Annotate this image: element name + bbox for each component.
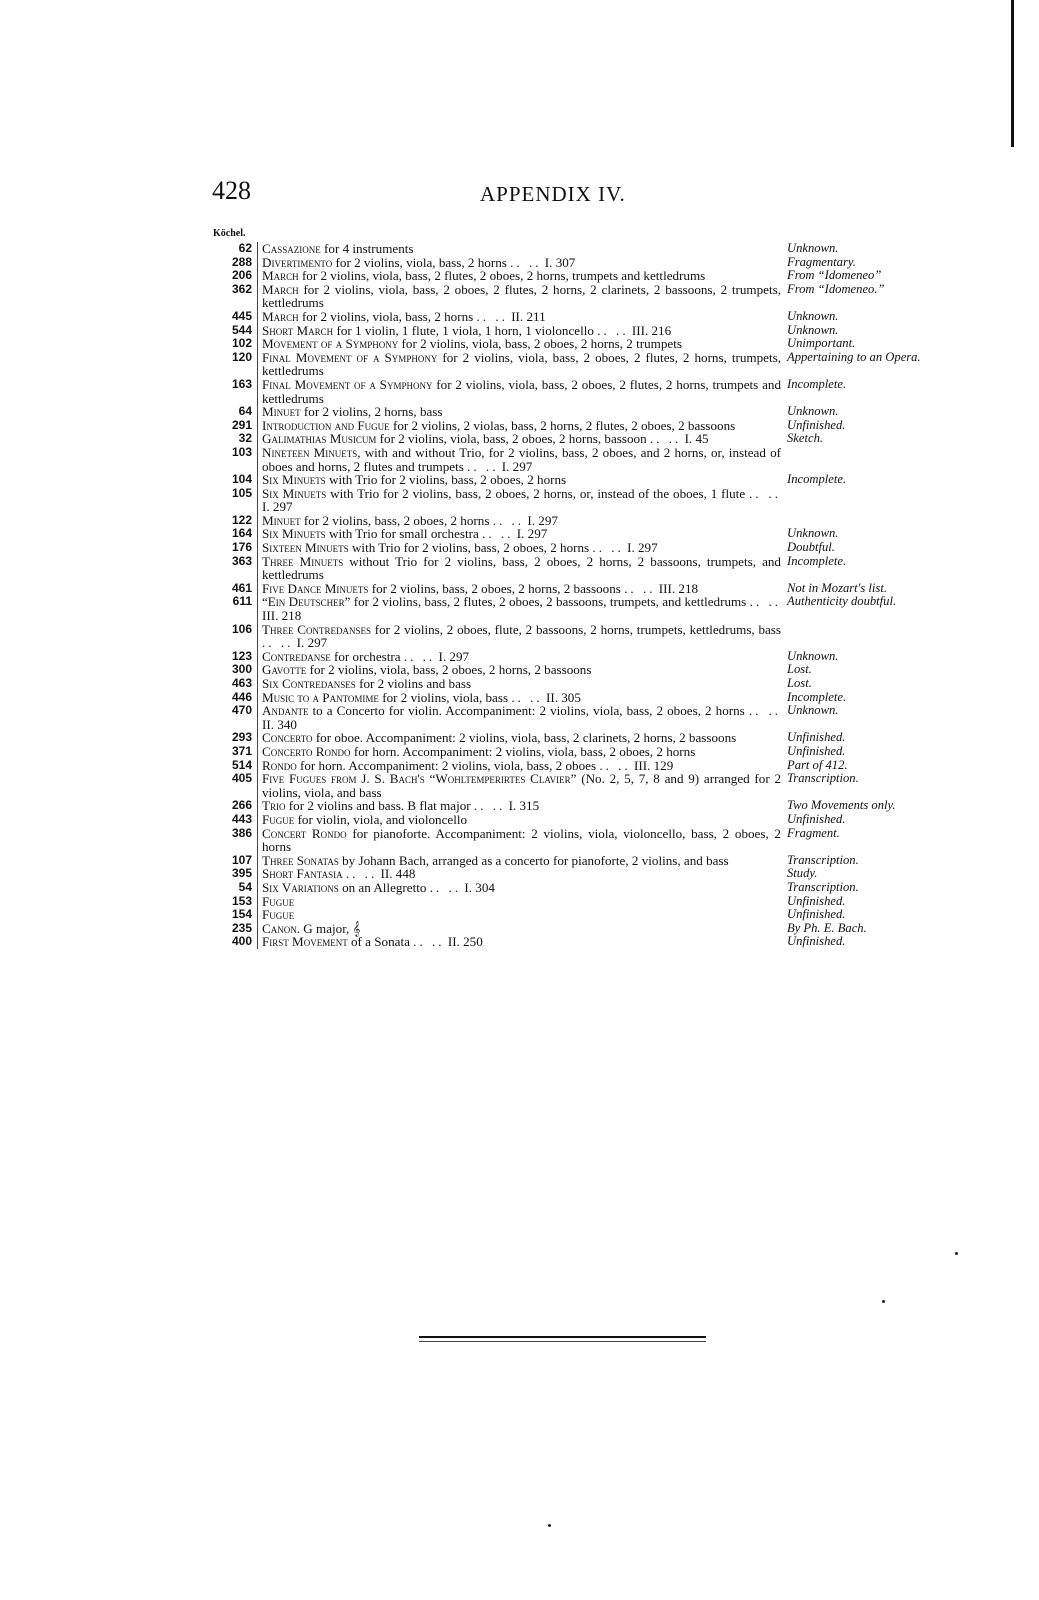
work-title: Three Contredanses <box>262 621 371 637</box>
work-status: Transcription. <box>787 852 859 867</box>
work-scoring: for 2 violins, viola, bass, 2 horns <box>301 308 474 324</box>
kochel-number: 120 <box>231 349 252 364</box>
entry-description <box>257 419 781 433</box>
work-status: Incomplete. <box>787 553 847 568</box>
volume-reference: I. 297 <box>501 458 533 474</box>
work-scoring: to a Concerto for violin. Accompaniment: 2 violins, viola, bass, 2 oboes, 2 horns <box>312 703 745 719</box>
work-title: Divertimento <box>262 254 333 270</box>
page-edge-rule <box>1011 0 1014 147</box>
entry-description <box>257 310 781 324</box>
work-title: Final Movement of a Symphony <box>262 376 433 392</box>
work-title: Minuet <box>262 404 301 420</box>
catalogue-entry <box>213 527 923 541</box>
leader-dots: .. .. <box>429 879 462 895</box>
entry-description <box>257 704 781 731</box>
page-number: 428 <box>212 176 251 205</box>
kochel-number: 122 <box>231 512 252 527</box>
work-status: From “Idomeneo.” <box>787 281 885 296</box>
catalogue-entry <box>213 555 923 582</box>
work-title: Five Dance Minuets <box>262 580 369 596</box>
catalogue-entry <box>213 432 923 446</box>
work-status: By Ph. E. Bach. <box>787 920 867 935</box>
work-title: Music to a Pantomime <box>262 689 379 705</box>
catalogue-entry <box>213 745 923 759</box>
volume-reference: I. 297 <box>438 648 470 664</box>
work-scoring: for horn. Accompaniment: 2 violins, viola, bass, 2 oboes, 2 horns <box>353 743 696 759</box>
entry-description <box>257 854 781 868</box>
work-scoring: with Trio for 2 violins, bass, 2 oboes, 2 horns <box>351 540 590 556</box>
kochel-number: 288 <box>231 254 252 269</box>
work-status: Not in Mozart's list. <box>787 580 887 595</box>
volume-reference: I. 307 <box>544 254 576 270</box>
kochel-number: 153 <box>231 893 252 908</box>
work-status: Doubtful. <box>787 540 835 555</box>
kochel-number: 445 <box>231 308 252 323</box>
entry-description <box>257 759 781 773</box>
work-status <box>781 623 921 650</box>
leader-dots: .. .. <box>624 580 656 596</box>
kochel-number: 293 <box>231 730 252 745</box>
volume-reference: I. 297 <box>296 635 328 651</box>
work-title: Concerto <box>262 730 313 746</box>
entry-description <box>257 813 781 827</box>
leader-dots: .. .. <box>467 458 499 474</box>
kochel-number: 363 <box>231 553 252 568</box>
catalogue-entry <box>213 935 923 949</box>
kochel-number: 106 <box>231 621 252 636</box>
catalogue-entry <box>213 908 923 922</box>
catalogue-entry <box>213 446 923 473</box>
catalogue-entry <box>213 419 923 433</box>
entry-description <box>257 283 781 310</box>
entry-description <box>257 405 781 419</box>
entry-description <box>257 922 781 936</box>
work-status <box>781 487 921 514</box>
work-scoring: for 2 violins, viola, bass, 2 oboes, 2 flutes, 2 horns, 2 clarinets, 2 bassoons, 2 trumpets, kettledrums <box>262 281 781 311</box>
catalogue-entry <box>213 813 923 827</box>
volume-reference: I. 297 <box>516 526 548 542</box>
catalogue-entry <box>213 623 923 650</box>
volume-reference: I. 297 <box>527 512 558 528</box>
work-title: Cassazione <box>262 241 321 256</box>
work-title: Short Fantasia <box>262 866 343 882</box>
work-status: Incomplete. <box>787 472 847 487</box>
kochel-number: 405 <box>231 771 252 786</box>
catalogue-entry <box>213 310 923 324</box>
volume-reference: III. 129 <box>633 757 674 773</box>
work-title: Five Fugues from J. S. Bach's “Wohltemperirtes Clavier” <box>262 771 577 787</box>
work-status: Appertaining to an Opera. <box>787 349 921 364</box>
volume-reference: II. 305 <box>545 689 581 705</box>
leader-dots: .. .. <box>403 648 436 664</box>
catalogue-entry <box>213 337 923 351</box>
entry-description <box>257 541 781 555</box>
entry-description <box>257 527 781 541</box>
catalogue-entry <box>213 895 923 909</box>
work-status: Authenticity doubtful. <box>787 594 897 609</box>
work-title: Three Sonatas <box>262 852 339 868</box>
work-title: Rondo <box>262 757 297 773</box>
entry-description <box>257 595 781 622</box>
kochel-number: 104 <box>231 472 252 487</box>
leader-dots: .. .. <box>597 322 629 338</box>
catalogue-entry <box>213 650 923 664</box>
catalogue-entry <box>213 582 923 596</box>
work-status: Fragment. <box>787 825 840 840</box>
page-header <box>212 176 792 210</box>
kochel-number: 64 <box>238 404 252 419</box>
work-status <box>781 514 921 528</box>
leader-dots: .. .. <box>492 512 525 528</box>
entry-description <box>257 799 781 813</box>
entry-description <box>257 487 781 514</box>
work-title: March <box>262 308 299 324</box>
work-scoring: for 2 violins, viola, bass, 2 flutes, 2 oboes, 2 horns, trumpets and kettledrums <box>301 268 706 284</box>
work-title: Six Minuets <box>262 472 326 488</box>
kochel-column-label: Köchel. <box>213 228 246 239</box>
work-status: From “Idomeneo” <box>787 268 882 283</box>
work-scoring: on an Allegretto <box>342 879 427 895</box>
kochel-number: 443 <box>231 811 252 826</box>
work-status: Unfinished. <box>787 811 846 826</box>
catalogue-entry <box>213 514 923 528</box>
footer-rule-thin <box>419 1341 706 1342</box>
work-scoring: for 2 violins, viola, bass, 2 oboes, 2 horns, 2 bassoons <box>309 662 592 678</box>
work-status: Transcription. <box>787 771 859 786</box>
volume-reference: II. 448 <box>380 866 416 882</box>
work-scoring: for 2 violins, viola, bass <box>382 689 509 705</box>
kochel-number: 463 <box>231 676 252 690</box>
work-scoring: for 4 instruments <box>324 241 414 256</box>
entry-description <box>257 650 781 664</box>
entry-description <box>257 378 781 405</box>
work-scoring: without Trio for 2 violins, bass, 2 oboes, 2 horns, 2 bassoons, trumpets, and kettledrums <box>262 553 781 583</box>
leader-dots: .. .. <box>749 485 781 501</box>
entry-description <box>257 256 781 270</box>
leader-dots: .. .. <box>476 308 508 324</box>
work-status: Unknown. <box>787 648 839 663</box>
kochel-number: 291 <box>231 417 252 432</box>
work-title: Short March <box>262 322 334 338</box>
entry-description <box>257 351 781 378</box>
leader-dots: .. .. <box>473 798 506 814</box>
catalogue-entry <box>213 242 923 256</box>
work-status: Unknown. <box>787 526 839 541</box>
entry-description <box>257 514 781 528</box>
entry-description <box>257 582 781 596</box>
catalogue-entry <box>213 704 923 731</box>
kochel-number: 470 <box>231 703 252 718</box>
work-title: Minuet <box>262 512 301 528</box>
entry-description <box>257 337 781 351</box>
kochel-number: 446 <box>231 689 252 704</box>
entry-description <box>257 867 781 881</box>
work-status: Unfinished. <box>787 893 846 908</box>
work-title: Andante <box>262 703 309 719</box>
catalogue-entry <box>213 595 923 622</box>
catalogue-entry <box>213 867 923 881</box>
work-title: Concert Rondo <box>262 825 347 841</box>
catalogue-entry <box>213 378 923 405</box>
catalogue-entry <box>213 677 923 691</box>
kochel-number: 461 <box>231 580 252 595</box>
kochel-number: 235 <box>231 920 252 935</box>
work-scoring: for pianoforte. Accompaniment: 2 violins, viola, violoncello, bass, 2 oboes, 2 horns <box>262 825 781 855</box>
work-status: Unfinished. <box>787 743 846 758</box>
entry-description <box>257 677 781 691</box>
print-speck <box>548 1524 551 1527</box>
work-title: Canon. <box>262 920 301 936</box>
entry-description <box>257 935 781 949</box>
catalogue-entry <box>213 799 923 813</box>
leader-dots: .. .. <box>510 254 542 270</box>
volume-reference: III. 218 <box>658 580 699 596</box>
work-scoring: for 2 violins, 2 horns, bass <box>303 404 443 420</box>
catalogue-entry <box>213 691 923 705</box>
entry-description <box>257 881 781 895</box>
kochel-number: 611 <box>232 594 252 609</box>
print-speck <box>882 1300 885 1303</box>
work-status: Unfinished. <box>787 934 846 949</box>
entry-description <box>257 269 781 283</box>
work-scoring: for 2 violins, bass, 2 oboes, 2 horns <box>303 512 490 528</box>
work-scoring: for 2 violins and bass. B flat major <box>288 798 471 814</box>
work-title: First Movement <box>262 934 348 950</box>
volume-reference: II. 340 <box>262 716 297 732</box>
footer-rule <box>419 1336 706 1338</box>
work-scoring: for orchestra <box>334 648 401 664</box>
work-title: March <box>262 268 299 284</box>
kochel-number: 371 <box>231 743 252 758</box>
print-speck <box>955 1252 958 1255</box>
leader-dots: .. .. <box>262 635 294 651</box>
kochel-number: 395 <box>231 866 252 881</box>
work-title: Movement of a Symphony <box>262 336 399 352</box>
kochel-number: 123 <box>231 648 252 663</box>
work-status: Unknown. <box>787 404 839 419</box>
volume-reference: I. 315 <box>508 798 540 814</box>
work-title: Fugue <box>262 907 295 923</box>
work-status: Unfinished. <box>787 417 846 432</box>
kochel-number: 544 <box>231 322 252 337</box>
work-title: Introduction and Fugue <box>262 417 390 433</box>
work-status: Sketch. <box>787 431 824 446</box>
work-scoring: for 2 violins, viola, bass, 2 oboes, 2 horns, bassoon <box>379 431 647 447</box>
kochel-number: 400 <box>231 934 252 949</box>
kochel-number: 300 <box>231 662 252 677</box>
catalogue-entry <box>213 922 923 936</box>
entry-description <box>257 895 781 909</box>
entry-description <box>257 446 781 473</box>
work-status: Lost. <box>787 662 812 677</box>
catalogue-entry <box>213 324 923 338</box>
work-status: Unfinished. <box>787 907 846 922</box>
catalogue-list <box>213 242 923 949</box>
catalogue-entry <box>213 854 923 868</box>
catalogue-entry <box>213 405 923 419</box>
work-title: Galimathias Musicum <box>262 431 377 447</box>
volume-reference: III. 218 <box>262 608 302 624</box>
work-status: Unknown. <box>787 322 839 337</box>
catalogue-entry <box>213 663 923 677</box>
work-title: Six Minuets <box>262 485 327 501</box>
work-title: Sixteen Minuets <box>262 540 349 556</box>
entry-description <box>257 555 781 582</box>
work-scoring: of a Sonata <box>350 934 410 950</box>
kochel-number: 176 <box>231 540 252 555</box>
catalogue-entry <box>213 731 923 745</box>
work-status: Unknown. <box>787 241 839 255</box>
work-scoring: with and without Trio, for 2 violins, bass, 2 oboes, and 2 horns, or, instead of oboes and horns, 2 flutes and trumpets <box>262 444 781 474</box>
leader-dots: .. .. <box>413 934 445 950</box>
work-title: Contredanse <box>262 648 331 664</box>
entry-description <box>257 623 781 650</box>
leader-dots: .. .. <box>599 757 631 773</box>
work-title: Three Minuets <box>262 553 344 569</box>
volume-reference: I. 297 <box>627 540 658 556</box>
work-scoring: for oboe. Accompaniment: 2 violins, viola, bass, 2 clarinets, 2 horns, 2 bassoons <box>315 730 737 746</box>
work-title: Six Variations <box>262 879 339 895</box>
catalogue-entry <box>213 283 923 310</box>
kochel-number: 206 <box>231 268 252 283</box>
work-scoring: for 2 violins, viola, bass, 2 horns <box>335 254 507 270</box>
catalogue-entry <box>213 759 923 773</box>
work-title: Fugue <box>262 811 295 827</box>
leader-dots: .. .. <box>482 526 514 542</box>
kochel-number: 32 <box>238 431 252 446</box>
work-title: March <box>262 281 299 297</box>
leader-dots: .. .. <box>748 703 781 719</box>
work-status: Unimportant. <box>787 336 856 351</box>
work-status: Part of 412. <box>787 757 848 772</box>
volume-reference: III. 216 <box>631 322 672 338</box>
entry-description <box>257 772 781 799</box>
catalogue-entry <box>213 473 923 487</box>
catalogue-entry <box>213 827 923 854</box>
work-status: Fragmentary. <box>787 254 856 269</box>
catalogue-entry <box>213 269 923 283</box>
kochel-number: 103 <box>231 444 252 459</box>
entry-description <box>257 908 781 922</box>
work-scoring: for 2 violins, bass, 2 flutes, 2 oboes, 2 bassoons, trumpets, and kettledrums <box>353 594 747 610</box>
kochel-number: 386 <box>231 825 252 840</box>
work-scoring: G major, 𝄞 <box>303 920 361 936</box>
work-status: Study. <box>787 866 818 881</box>
work-scoring: for 2 violins, viola, bass, 2 oboes, 2 flutes, 2 horns, trumpets, kettledrums <box>262 349 781 379</box>
work-status: Two Movements only. <box>787 798 896 813</box>
catalogue-entry <box>213 487 923 514</box>
kochel-number: 54 <box>238 879 252 894</box>
work-status <box>781 446 921 473</box>
work-scoring: (No. 2, 5, 7, 8 and 9) arranged for 2 violins, viola, and bass <box>262 771 781 800</box>
work-scoring: for 2 violins and bass <box>359 676 472 691</box>
work-status: Unknown. <box>787 308 839 323</box>
work-scoring: for violin, viola, and violoncello <box>297 811 468 827</box>
entry-description <box>257 827 781 854</box>
work-scoring: for 2 violins, 2 violas, bass, 2 horns, 2 flutes, 2 oboes, 2 bassoons <box>392 417 736 433</box>
work-scoring: with Trio for 2 violins, bass, 2 oboes, 2 horns, or, instead of the oboes, 1 flute <box>330 485 746 501</box>
entry-description <box>257 324 781 338</box>
work-status: Incomplete. <box>787 376 847 391</box>
entry-description <box>257 242 781 256</box>
entry-description <box>257 663 781 677</box>
work-title: Six Minuets <box>262 526 326 542</box>
work-scoring: for horn. Accompaniment: 2 violins, viola, bass, 2 oboes <box>300 757 597 773</box>
work-status: Lost. <box>787 676 812 690</box>
work-scoring: for 2 violins, bass, 2 oboes, 2 horns, 2 bassoons <box>371 580 621 596</box>
work-scoring: with Trio for small orchestra <box>328 526 479 542</box>
work-scoring: for 2 violins, viola, bass, 2 oboes, 2 horns, 2 trumpets <box>401 336 682 352</box>
entry-description <box>257 691 781 705</box>
work-title: Final Movement of a Symphony <box>262 349 438 365</box>
entry-description <box>257 745 781 759</box>
work-status: Unknown. <box>787 703 839 718</box>
entry-description <box>257 473 781 487</box>
leader-dots: .. .. <box>749 594 782 610</box>
work-status: Transcription. <box>787 879 859 894</box>
kochel-number: 163 <box>231 376 252 391</box>
work-scoring: for 2 violins, viola, bass, 2 oboes, 2 flutes, 2 horns, trumpets and kettledrums <box>262 376 781 406</box>
catalogue-entry <box>213 256 923 270</box>
work-scoring: for 2 violins, 2 oboes, flute, 2 bassoons, 2 horns, trumpets, kettledrums, bass <box>374 621 781 637</box>
volume-reference: II. 250 <box>447 934 483 950</box>
work-status: Incomplete. <box>787 689 847 704</box>
volume-reference: I. 45 <box>684 431 709 447</box>
work-scoring: for 1 violin, 1 flute, 1 viola, 1 horn, 1 violoncello <box>336 322 594 338</box>
volume-reference: I. 297 <box>262 499 293 515</box>
kochel-number: 362 <box>231 281 252 296</box>
kochel-number: 266 <box>231 798 252 813</box>
work-title: Gavotte <box>262 662 307 678</box>
leader-dots: .. .. <box>649 431 682 447</box>
kochel-number: 102 <box>231 336 252 351</box>
catalogue-entry <box>213 351 923 378</box>
volume-reference: I. 304 <box>464 879 495 895</box>
kochel-number: 154 <box>231 907 252 922</box>
kochel-number: 62 <box>238 241 252 255</box>
work-title: Six Contredanses <box>262 676 356 691</box>
running-head: APPENDIX IV. <box>480 182 626 206</box>
volume-reference: II. 211 <box>511 308 546 324</box>
leader-dots: .. .. <box>511 689 543 705</box>
catalogue-entry <box>213 541 923 555</box>
work-title: Concerto Rondo <box>262 743 351 759</box>
entry-description <box>257 432 781 446</box>
kochel-number: 105 <box>231 485 252 500</box>
work-title: Nineteen Minuets, <box>262 444 361 460</box>
work-scoring: by Johann Bach, arranged as a concerto for pianoforte, 2 violins, and bass <box>342 852 729 868</box>
work-status: Unfinished. <box>787 730 846 745</box>
work-title: Trio <box>262 798 286 814</box>
leader-dots: .. .. <box>592 540 624 556</box>
leader-dots: .. .. <box>345 866 378 882</box>
kochel-number: 107 <box>231 852 252 867</box>
work-title: Fugue <box>262 893 295 909</box>
entry-description <box>257 731 781 745</box>
catalogue-entry <box>213 881 923 895</box>
work-scoring: with Trio for 2 violins, bass, 2 oboes, 2 horns <box>328 472 567 488</box>
catalogue-entry <box>213 772 923 799</box>
work-title: “Ein Deutscher” <box>262 594 351 610</box>
kochel-number: 514 <box>231 757 252 772</box>
kochel-number: 164 <box>231 526 252 541</box>
